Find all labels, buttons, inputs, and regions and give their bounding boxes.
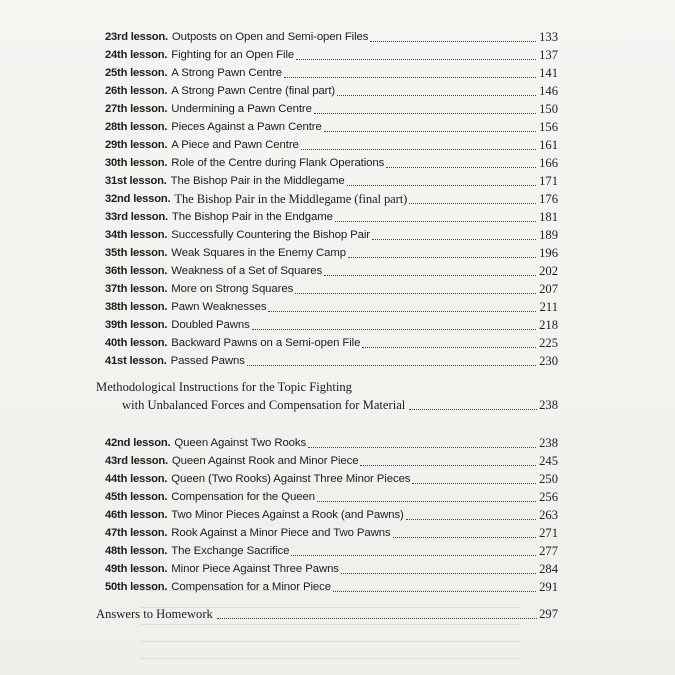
dot-leader xyxy=(284,76,536,78)
toc-entry xyxy=(105,206,558,224)
lesson-title: More on Strong Squares xyxy=(171,283,294,295)
page-number: 166 xyxy=(539,156,558,170)
lesson-number: 34th lesson. xyxy=(105,229,168,241)
dot-leader xyxy=(296,58,536,60)
lesson-title: Queen Against Rook and Minor Piece xyxy=(171,455,359,467)
lesson-number: 28th lesson. xyxy=(105,121,168,133)
page-number: 196 xyxy=(539,246,558,260)
lesson-number: 41st lesson. xyxy=(105,355,167,367)
lesson-number: 33rd lesson. xyxy=(105,211,168,223)
lesson-number: 46th lesson. xyxy=(105,509,168,521)
toc-entry xyxy=(105,242,558,260)
lesson-number: 37th lesson. xyxy=(105,283,168,295)
lesson-title: Minor Piece Against Three Pawns xyxy=(171,563,339,575)
lesson-title: Compensation for a Minor Piece xyxy=(171,581,331,593)
page-number: 256 xyxy=(539,490,558,504)
toc-entry xyxy=(105,224,558,242)
lesson-number: 24th lesson. xyxy=(105,49,168,61)
page-number: 207 xyxy=(539,282,558,296)
toc-entry xyxy=(105,188,558,206)
lesson-number: 27th lesson. xyxy=(105,103,168,115)
dot-leader xyxy=(409,202,536,204)
lesson-number: 42nd lesson. xyxy=(105,437,171,449)
lesson-number: 29th lesson. xyxy=(105,139,168,151)
lesson-title: A Strong Pawn Centre xyxy=(171,67,282,79)
toc-entry xyxy=(105,558,558,576)
page-number: 230 xyxy=(539,354,558,368)
lesson-number: 26th lesson. xyxy=(105,85,168,97)
dot-leader xyxy=(324,274,536,276)
toc-entry xyxy=(105,450,558,468)
page-number: 250 xyxy=(539,472,558,486)
lesson-title: Role of the Centre during Flank Operations xyxy=(171,157,385,169)
lesson-title: Queen (Two Rooks) Against Three Minor Pieces xyxy=(171,473,411,485)
dot-leader xyxy=(386,166,536,168)
page-number: 189 xyxy=(539,228,558,242)
dot-leader xyxy=(268,310,536,312)
toc-entry xyxy=(105,62,558,80)
toc-entry xyxy=(105,116,558,134)
toc-entry xyxy=(105,332,558,350)
bleed-through-shadow xyxy=(140,590,520,670)
page-number: 150 xyxy=(539,102,558,116)
toc-entry xyxy=(105,44,558,62)
lesson-number: 44th lesson. xyxy=(105,473,168,485)
dot-leader xyxy=(341,572,536,574)
page-number: 171 xyxy=(539,174,558,188)
dot-leader xyxy=(247,364,536,366)
dot-leader xyxy=(348,256,536,258)
toc-entry xyxy=(105,80,558,98)
lesson-number: 25th lesson. xyxy=(105,67,168,79)
lesson-title: The Bishop Pair in the Middlegame (final part) xyxy=(174,192,408,206)
page-number: 277 xyxy=(539,544,558,558)
page-number: 271 xyxy=(539,526,558,540)
dot-leader xyxy=(314,112,536,114)
lesson-title: Fighting for an Open File xyxy=(171,49,295,61)
dot-leader xyxy=(406,518,536,520)
lesson-number: 35th lesson. xyxy=(105,247,168,259)
toc-entry xyxy=(105,432,558,450)
toc-entry xyxy=(105,134,558,152)
dot-leader xyxy=(291,554,536,556)
lesson-title: A Strong Pawn Centre (final part) xyxy=(171,85,336,97)
lesson-title: Doubled Pawns xyxy=(171,319,250,331)
lesson-title: Passed Pawns xyxy=(170,355,245,367)
page-number: 156 xyxy=(539,120,558,134)
lesson-title: Pieces Against a Pawn Centre xyxy=(171,121,322,133)
lesson-title: Outposts on Open and Semi-open Files xyxy=(171,31,369,43)
lesson-number: 50th lesson. xyxy=(105,581,168,593)
lesson-title: Weak Squares in the Enemy Camp xyxy=(171,247,346,259)
lesson-title: A Piece and Pawn Centre xyxy=(171,139,299,151)
page-number: 211 xyxy=(539,300,558,314)
lesson-number: 49th lesson. xyxy=(105,563,168,575)
dot-leader xyxy=(362,346,536,348)
page-number: 297 xyxy=(539,607,558,621)
lesson-title: Rook Against a Minor Piece and Two Pawns xyxy=(171,527,391,539)
page-number: 161 xyxy=(539,138,558,152)
dot-leader xyxy=(393,536,536,538)
lesson-title: Compensation for the Queen xyxy=(171,491,315,503)
toc-entry xyxy=(105,296,558,314)
section-heading xyxy=(96,378,558,414)
toc-entry xyxy=(105,26,558,44)
dot-leader xyxy=(370,40,536,42)
toc-entry xyxy=(105,486,558,504)
toc-entry xyxy=(105,314,558,332)
lesson-number: 48th lesson. xyxy=(105,545,168,557)
dot-leader xyxy=(360,464,536,466)
page-number: 284 xyxy=(539,562,558,576)
toc-entry xyxy=(105,278,558,296)
section-heading-line1: Methodological Instructions for the Topic Fighting xyxy=(96,380,352,394)
page-number: 225 xyxy=(539,336,558,350)
toc-entry xyxy=(105,504,558,522)
lesson-number: 30th lesson. xyxy=(105,157,168,169)
dot-leader xyxy=(347,184,536,186)
lesson-title: The Exchange Sacrifice xyxy=(171,545,290,557)
lesson-number: 38th lesson. xyxy=(105,301,168,313)
toc-entry xyxy=(105,260,558,278)
dot-leader xyxy=(317,500,536,502)
lesson-title: Backward Pawns on a Semi-open File xyxy=(171,337,361,349)
toc-entry xyxy=(105,522,558,540)
page-number: 245 xyxy=(539,454,558,468)
lesson-number: 32nd lesson. xyxy=(105,193,171,205)
lesson-title: Undermining a Pawn Centre xyxy=(171,103,312,115)
page-number: 291 xyxy=(539,580,558,594)
page-number: 141 xyxy=(539,66,558,80)
page-number: 133 xyxy=(539,30,558,44)
page-number: 202 xyxy=(539,264,558,278)
page-number: 176 xyxy=(539,192,558,206)
section-heading-line2-row xyxy=(96,396,558,414)
dot-leader xyxy=(324,130,536,132)
page-number: 181 xyxy=(539,210,558,224)
page-number: 218 xyxy=(539,318,558,332)
lesson-title: Successfully Countering the Bishop Pair xyxy=(171,229,370,241)
lesson-number: 40th lesson. xyxy=(105,337,168,349)
toc-entry xyxy=(105,540,558,558)
answers-title: Answers to Homework xyxy=(96,607,213,621)
dot-leader xyxy=(295,292,536,294)
lesson-title: The Bishop Pair in the Middlegame xyxy=(170,175,345,187)
dot-leader xyxy=(412,482,536,484)
lesson-number: 43rd lesson. xyxy=(105,455,168,467)
page-number: 238 xyxy=(539,436,558,450)
dot-leader xyxy=(335,220,536,222)
lesson-number: 47th lesson. xyxy=(105,527,168,539)
lesson-title: Queen Against Two Rooks xyxy=(174,437,307,449)
toc-entry xyxy=(105,152,558,170)
dot-leader xyxy=(372,238,536,240)
lesson-title: Weakness of a Set of Squares xyxy=(171,265,323,277)
lesson-number: 39th lesson. xyxy=(105,319,168,331)
page-number: 238 xyxy=(539,398,558,412)
dot-leader xyxy=(308,446,536,448)
page-number: 137 xyxy=(539,48,558,62)
lesson-title: Two Minor Pieces Against a Rook (and Pawns) xyxy=(171,509,404,521)
toc-entry xyxy=(105,350,558,368)
lesson-title: Pawn Weaknesses xyxy=(171,301,267,313)
dot-leader xyxy=(301,148,536,150)
dot-leader xyxy=(252,328,536,330)
page-number: 263 xyxy=(539,508,558,522)
page-number: 146 xyxy=(539,84,558,98)
lesson-number: 23rd lesson. xyxy=(105,31,168,43)
lesson-title: The Bishop Pair in the Endgame xyxy=(171,211,333,223)
toc-entry xyxy=(105,98,558,116)
dot-leader xyxy=(409,409,537,410)
section-heading-line2: with Unbalanced Forces and Compensation for Material xyxy=(122,398,406,412)
toc-entry xyxy=(105,170,558,188)
lesson-number: 36th lesson. xyxy=(105,265,168,277)
toc-entry xyxy=(105,468,558,486)
lesson-number: 31st lesson. xyxy=(105,175,167,187)
dot-leader xyxy=(337,94,536,96)
lesson-number: 45th lesson. xyxy=(105,491,168,503)
